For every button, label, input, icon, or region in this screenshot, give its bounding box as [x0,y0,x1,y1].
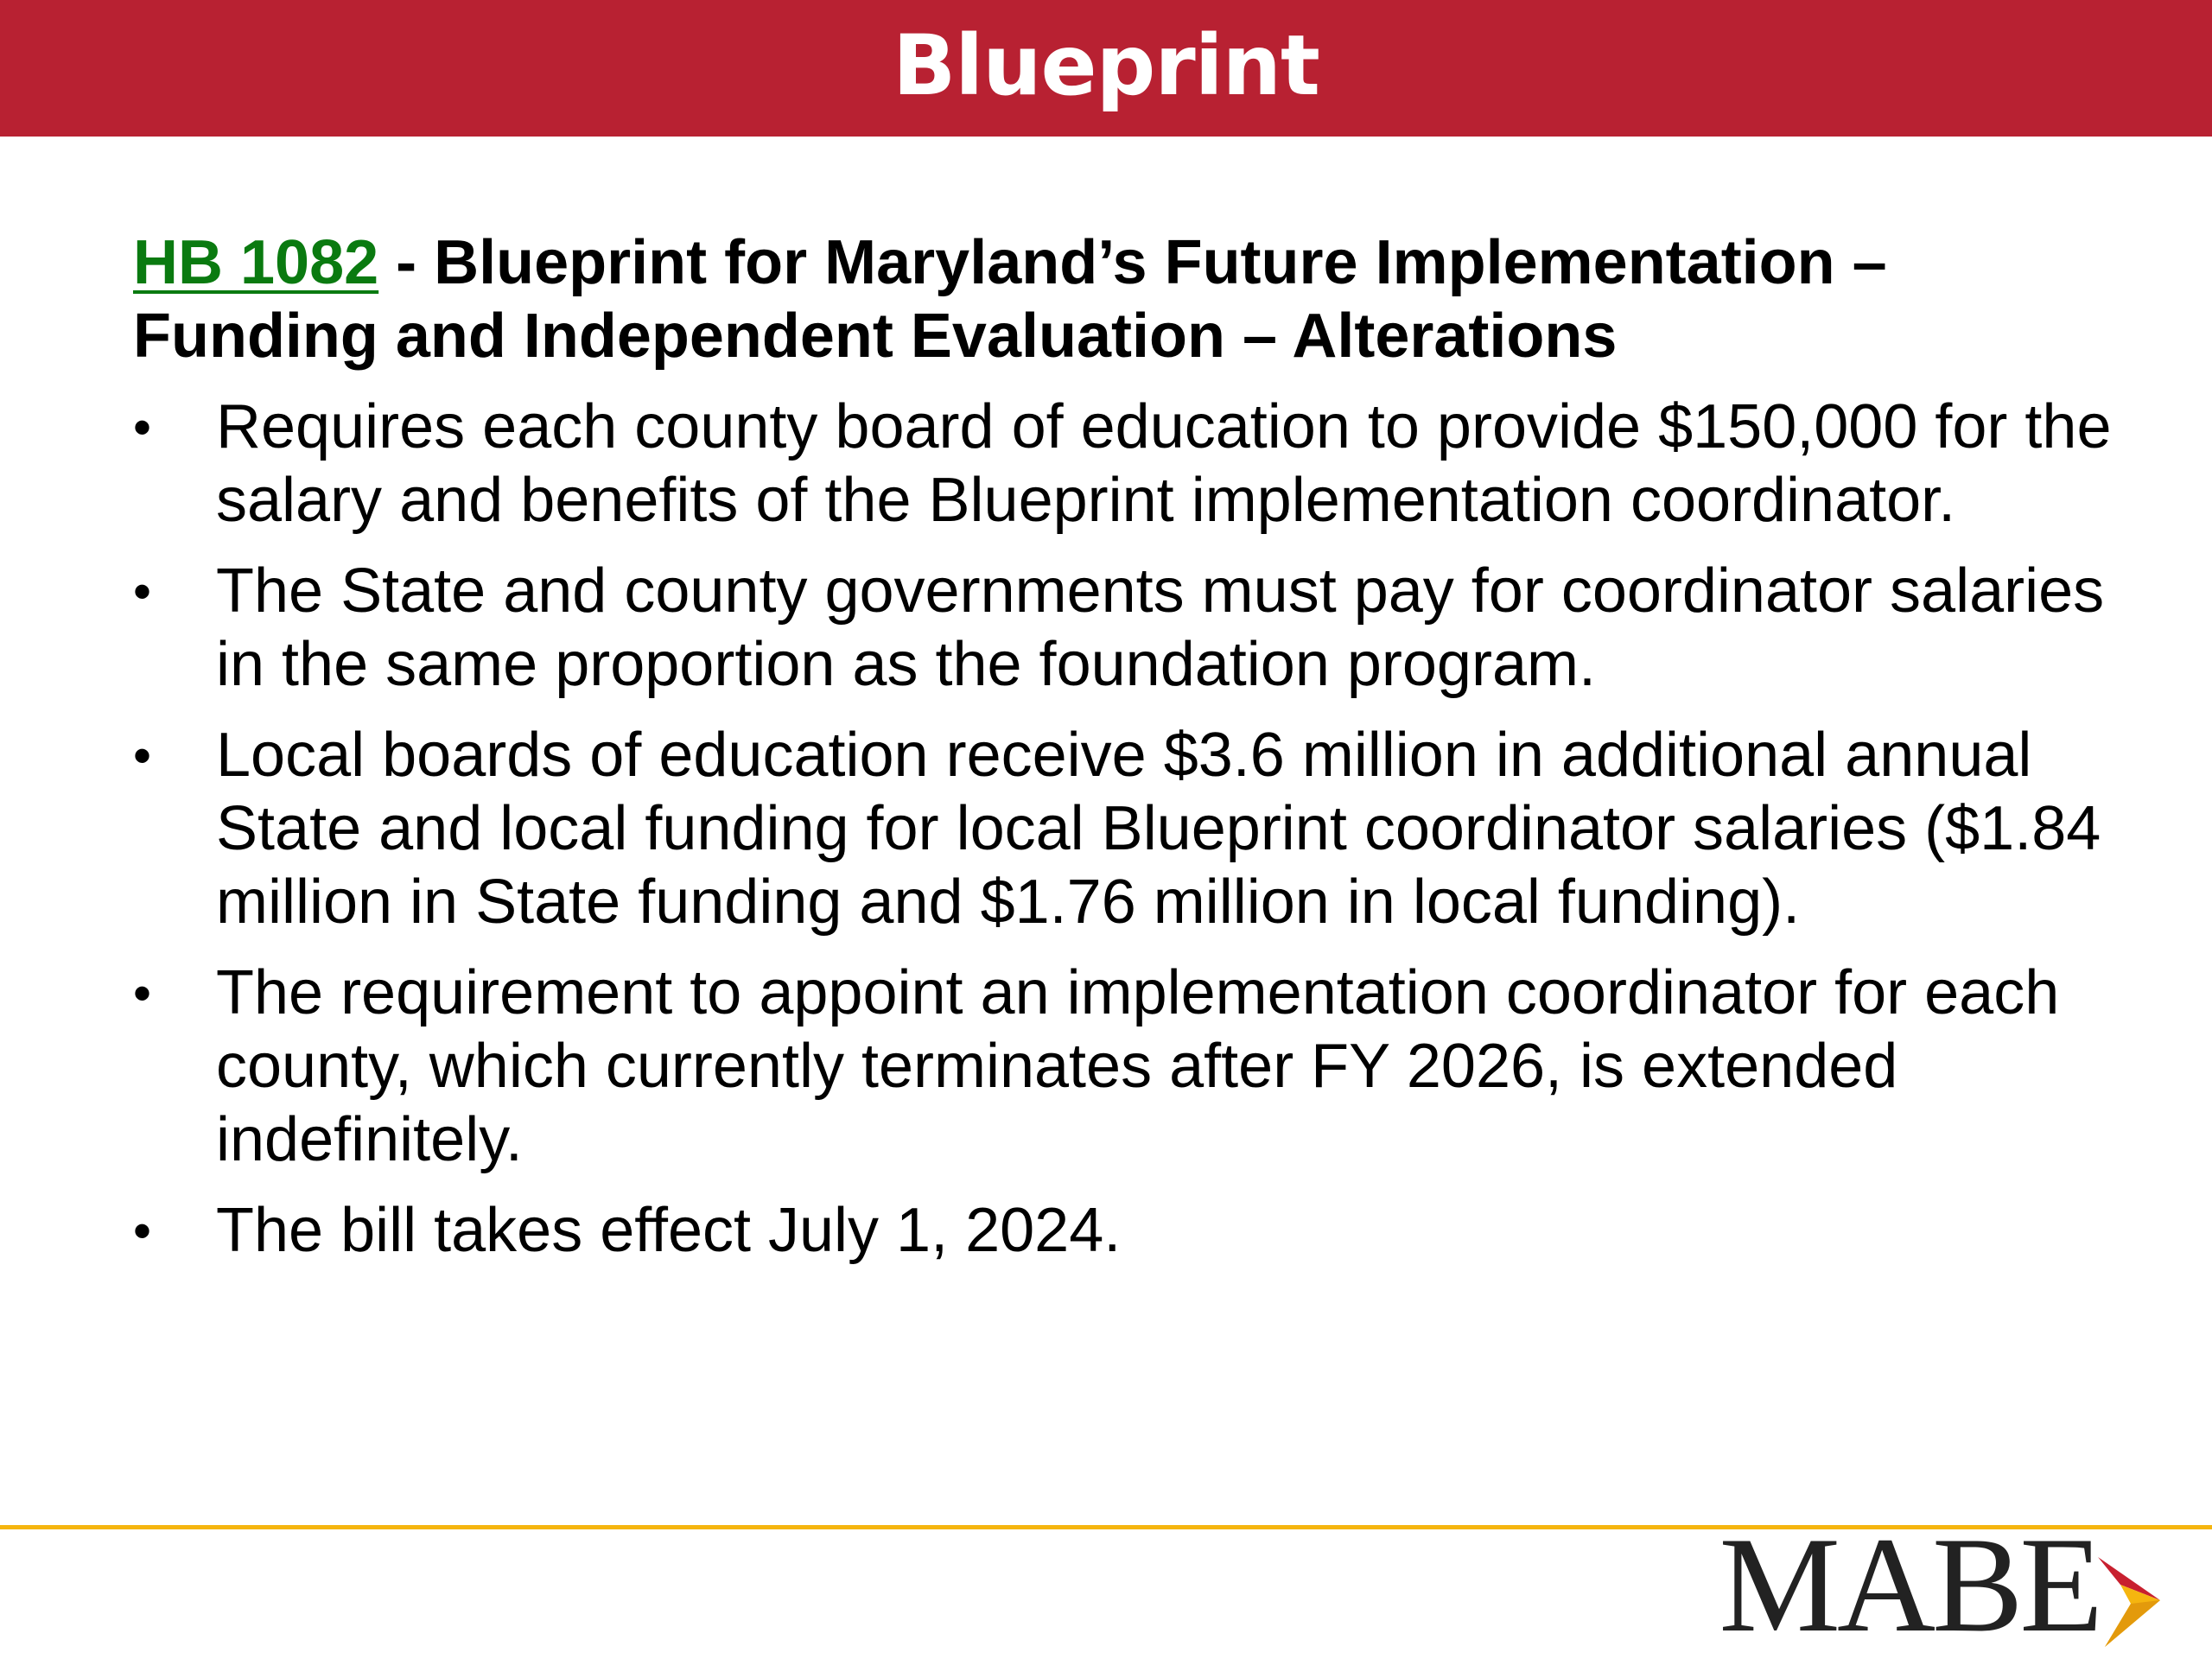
bullet-text: The bill takes effect July 1, 2024. [216,1196,1122,1265]
bullet-item [133,555,2120,702]
bullet-text: The requirement to appoint an implementation coordinator for each county, which currently terminates after FY 2026, is extended indefinitely. [216,958,2060,1174]
bullet-item [133,391,2120,537]
bill-title: - Blueprint for Maryland’s Future Implementation – Funding and Independent Evaluation – Alterations [133,228,1887,371]
bullet-icon: • [133,1202,152,1260]
bullet-list [133,391,2120,1268]
bill-number-link[interactable]: HB 1082 [133,228,379,297]
slide-content [133,226,2120,1285]
slide-title: Blueprint [893,17,1319,114]
bullet-icon: • [133,398,152,456]
bullet-icon: • [133,964,152,1022]
arrow-mark-icon [2094,1550,2164,1654]
bullet-text: Requires each county board of education to provide $150,000 for the salary and benefits of the Blueprint implementation coordinator. [216,392,2112,535]
bullet-text: Local boards of education receive $3.6 million in additional annual State and local funding for local Blueprint coordinator salaries ($1.84 million in State funding and $1.76 million in local funding). [216,721,2101,937]
bullet-icon: • [133,563,152,620]
bullet-item [133,957,2120,1177]
title-bar [0,0,2212,137]
bullet-icon: • [133,727,152,785]
bullet-text: The State and county governments must pay for coordinator salaries in the same proportion as the foundation program. [216,556,2105,699]
logo-text: MABE [1719,1510,2100,1659]
bill-heading [133,226,2120,373]
bullet-item [133,719,2120,939]
mabe-logo [1719,1510,2164,1659]
bullet-item [133,1194,2120,1268]
